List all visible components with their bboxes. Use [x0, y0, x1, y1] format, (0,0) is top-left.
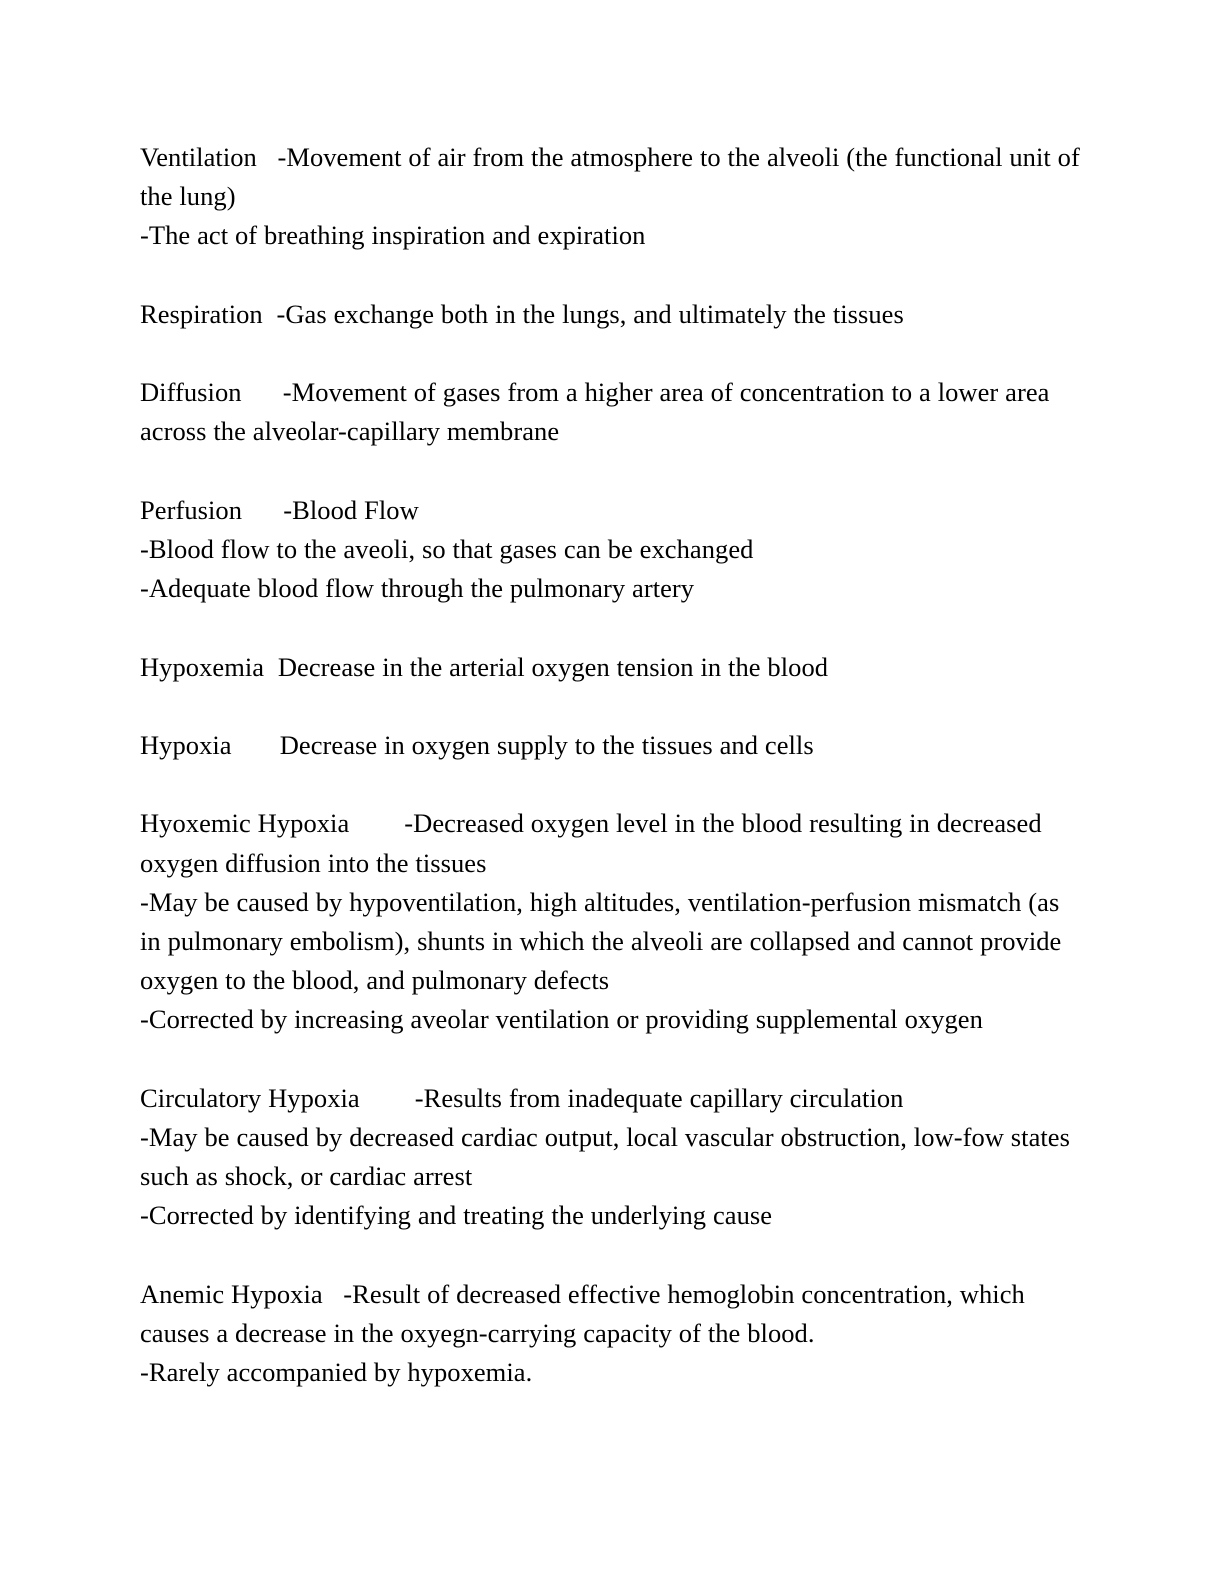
text-line: Ventilation -Movement of air from the atmosphere to the alveoli (the functional unit of the lung) [140, 142, 1087, 212]
definition-block-hypoxia [140, 726, 1084, 765]
text-line: Circulatory Hypoxia -Results from inadequate capillary circulation [140, 1082, 904, 1113]
text-line: -May be caused by hypoventilation, high altitudes, ventilation-perfusion mismatch (as in pulmonary embolism), shunts in which the alveoli are collapsed and cannot provide oxygen to the blood, and pulmonary defects [140, 886, 1069, 996]
text-line: Perfusion -Blood Flow [140, 494, 419, 525]
text-line: Diffusion -Movement of gases from a higher area of concentration to a lower area across the alveolar-capillary membrane [140, 377, 1057, 447]
text-line: -Rarely accompanied by hypoxemia. [140, 1357, 533, 1388]
definition-block-anemic-hypoxia [140, 1275, 1084, 1393]
text-line: -Blood flow to the aveoli, so that gases can be exchanged [140, 533, 754, 564]
text-line: Hyoxemic Hypoxia -Decreased oxygen level in the blood resulting in decreased oxygen diffusion into the tissues [140, 808, 1049, 878]
definition-block-respiration [140, 295, 1084, 334]
text-line: -Corrected by identifying and treating the underlying cause [140, 1200, 773, 1231]
definition-block-perfusion [140, 491, 1084, 609]
definition-block-diffusion [140, 373, 1084, 451]
text-line: -The act of breathing inspiration and expiration [140, 220, 646, 251]
text-line: -Adequate blood flow through the pulmonary artery [140, 573, 695, 604]
document-body [140, 138, 1087, 1392]
text-line: -May be caused by decreased cardiac output, local vascular obstruction, low-fow states such as shock, or cardiac arrest [140, 1121, 1077, 1192]
text-line: Hypoxia Decrease in oxygen supply to the tissues and cells [140, 729, 814, 760]
text-line: Anemic Hypoxia -Result of decreased effective hemoglobin concentration, which causes a decrease in the oxyegn-carrying capacity of the blood. [140, 1278, 1032, 1348]
definition-block-hyoxemic-hypoxia [140, 804, 1084, 1039]
definition-block-circulatory-hypoxia [140, 1079, 1084, 1236]
text-line: Respiration -Gas exchange both in the lungs, and ultimately the tissues [140, 298, 904, 329]
definition-block-ventilation [140, 138, 1087, 256]
text-line: Hypoxemia Decrease in the arterial oxygen tension in the blood [140, 651, 829, 682]
definition-block-hypoxemia [140, 648, 1084, 687]
text-line: -Corrected by increasing aveolar ventilation or providing supplemental oxygen [140, 1004, 983, 1035]
